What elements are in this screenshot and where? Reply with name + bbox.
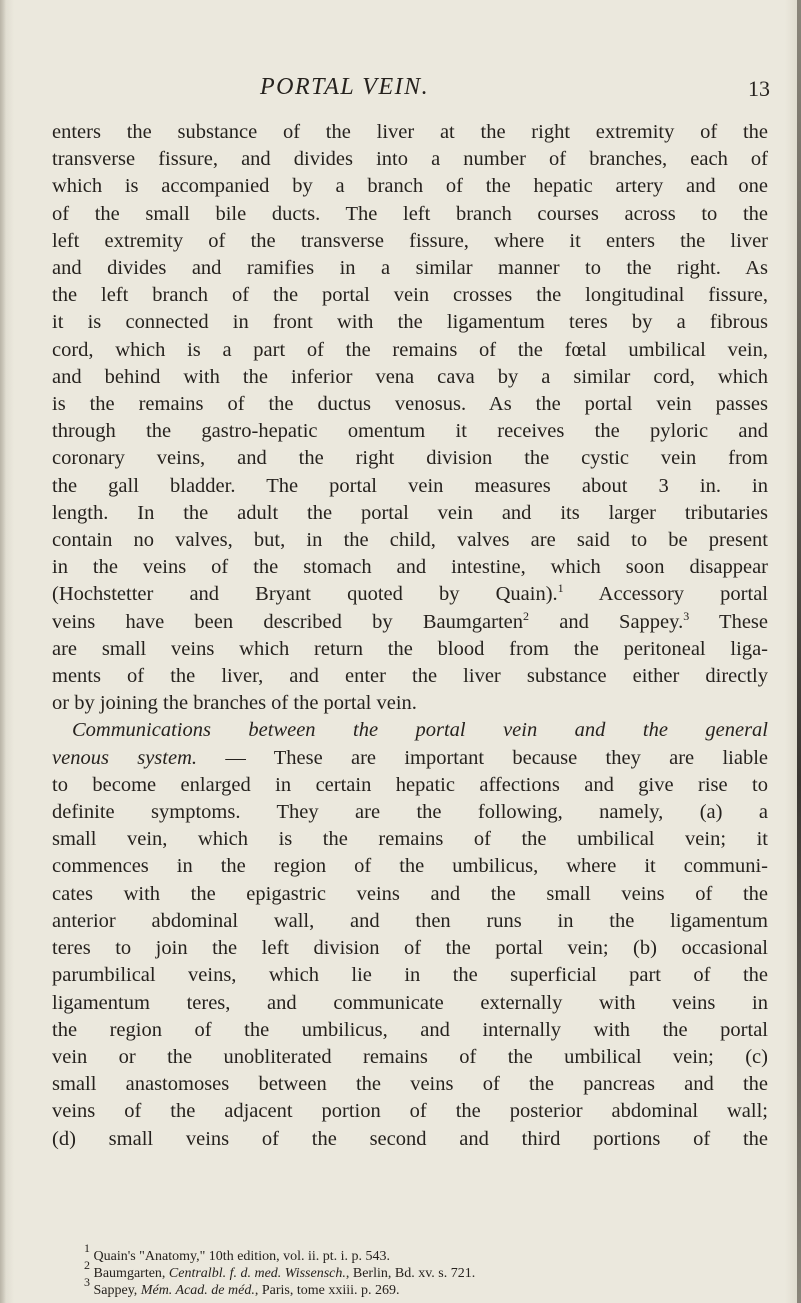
text-line: enters the substance of the liver at the right extremity of the bbox=[52, 121, 768, 143]
running-title: PORTAL VEIN. bbox=[260, 74, 430, 100]
footnotes bbox=[84, 1241, 744, 1299]
text-line: the gall bladder. The portal vein measures about 3 in. in bbox=[52, 474, 768, 497]
text-line: in the veins of the stomach and intestine, which soon disappear bbox=[52, 556, 768, 579]
text-line: ments of the liver, and enter the liver substance either directly bbox=[52, 665, 768, 688]
text-line: of the small bile ducts. The left branch courses across to the bbox=[52, 202, 768, 225]
text-line: length. In the adult the portal vein and its larger tributaries bbox=[52, 501, 768, 524]
text-line: vein or the unobliterated remains of the umbilical vein; (c) bbox=[52, 1045, 768, 1068]
text-line: are small veins which return the blood from the peritoneal liga- bbox=[52, 637, 768, 660]
text-line: venous system. — These are important because they are liable bbox=[52, 746, 768, 769]
text-line: teres to join the left division of the portal vein; (b) occasional bbox=[52, 937, 768, 960]
footnote-ref-1[interactable]: 1 bbox=[557, 581, 564, 596]
text-line: it is connected in front with the ligamentum teres by a fibrous bbox=[52, 311, 768, 334]
text-line: transverse fissure, and divides into a number of branches, each of bbox=[52, 148, 768, 171]
text-line: anterior abdominal wall, and then runs in the ligamentum bbox=[52, 909, 768, 932]
footnote-1: $^1$ Quain's "Anatomy," 10th edition, vol. ii. pt. i. p. 543. bbox=[84, 1241, 391, 1264]
paragraph-accessory-veins bbox=[52, 636, 768, 718]
footnote-3: $^3$ Sappey, Mém. Acad. de méd., Paris, tome xxiii. p. 269. bbox=[84, 1275, 400, 1298]
text-line: small vein, which is the remains of the umbilical vein; it bbox=[52, 828, 768, 851]
text-line: definite symptoms. They are the following, namely, (a) a bbox=[52, 801, 768, 824]
text-line: veins have been described by Baumgarten$^2$ and Sappey.$^3$ These bbox=[52, 608, 769, 633]
footnote-ref-2[interactable]: 2 bbox=[523, 608, 530, 623]
text-line: commences in the region of the umbilicus, where it communi- bbox=[52, 855, 768, 878]
text-line: contain no valves, but, in the child, valves are said to be present bbox=[52, 529, 768, 552]
page-header bbox=[0, 74, 801, 104]
text-line: cates with the epigastric veins and the small veins of the bbox=[52, 882, 768, 905]
page-number: 13 bbox=[748, 76, 770, 101]
text-line: the left branch of the portal vein crosses the longitudinal fissure, bbox=[52, 284, 768, 307]
section-heading-cont: venous system. bbox=[52, 746, 198, 769]
text-line: (Hochstetter and Bryant quoted by Quain).$^1$ Accessory portal bbox=[52, 581, 768, 606]
text-line: and behind with the inferior vena cava by a similar cord, which bbox=[52, 365, 768, 388]
text-line: which is accompanied by a branch of the hepatic artery and one bbox=[52, 175, 768, 198]
text-line: and divides and ramifies in a similar manner to the right. As bbox=[52, 257, 768, 280]
footnote-2: $^2$ Baumgarten, Centralbl. f. d. med. Wissensch., Berlin, Bd. xv. s. 721. bbox=[84, 1258, 476, 1281]
text-line: to become enlarged in certain hepatic affections and give rise to bbox=[52, 773, 768, 796]
scan-edge bbox=[797, 0, 801, 1303]
text-line: the region of the umbilicus, and internally with the portal bbox=[52, 1018, 768, 1041]
section-heading: Communications between the portal vein and the general bbox=[72, 719, 768, 742]
text-line: parumbilical veins, which lie in the superficial part of the bbox=[52, 964, 768, 987]
paragraph-portal-vein bbox=[52, 119, 768, 581]
body-text bbox=[52, 119, 768, 1153]
text-line: left extremity of the transverse fissure, where it enters the liver bbox=[52, 229, 768, 252]
footnote-ref-3[interactable]: 3 bbox=[683, 608, 690, 623]
text-line: coronary veins, and the right division the cystic vein from bbox=[52, 447, 768, 470]
text-line: is the remains of the ductus venosus. As the portal vein passes bbox=[52, 393, 768, 416]
paragraph-communications bbox=[52, 772, 768, 1153]
text-line: (d) small veins of the second and third portions of the bbox=[52, 1127, 768, 1150]
text-line: through the gastro-hepatic omentum it receives the pyloric and bbox=[52, 420, 768, 443]
text-line: small anastomoses between the veins of the pancreas and the bbox=[52, 1073, 768, 1096]
text-line: or by joining the branches of the portal vein. bbox=[52, 692, 417, 715]
text-line: veins of the adjacent portion of the posterior abdominal wall; bbox=[52, 1100, 768, 1123]
text-line: ligamentum teres, and communicate externally with veins in bbox=[52, 991, 768, 1014]
page-gutter-shadow bbox=[0, 0, 6, 1303]
text-line: cord, which is a part of the remains of the fœtal umbilical vein, bbox=[52, 338, 768, 361]
